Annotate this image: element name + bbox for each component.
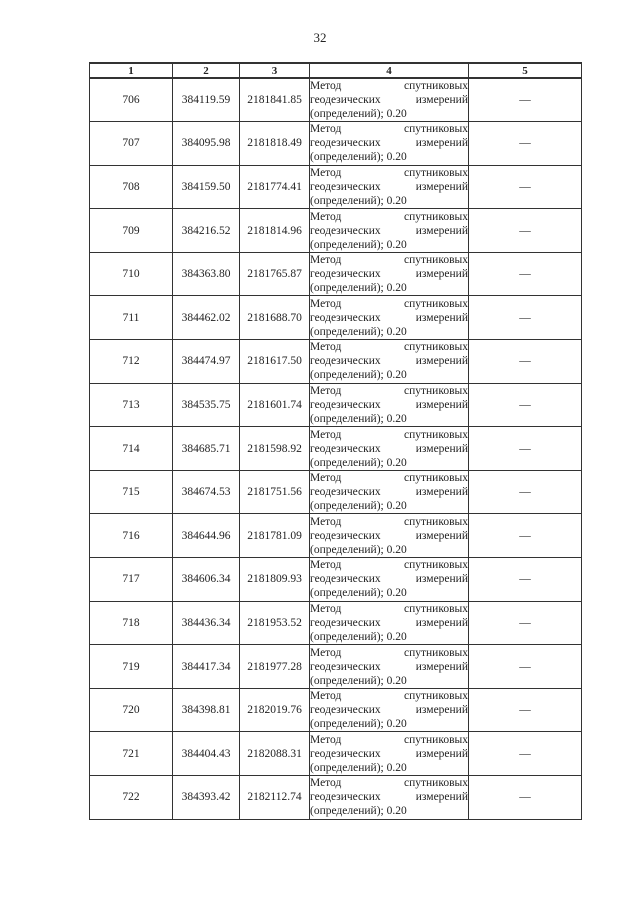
point-number-cell: 722 bbox=[90, 776, 173, 820]
column-header: 4 bbox=[310, 63, 469, 78]
x-coordinate-cell: 384474.97 bbox=[173, 340, 240, 384]
method-line: Метод спутниковых bbox=[310, 777, 468, 790]
method-cell bbox=[310, 558, 469, 602]
point-number-cell: 717 bbox=[90, 558, 173, 602]
method-line: (определений); 0.20 bbox=[310, 630, 407, 643]
x-coordinate-cell: 384535.75 bbox=[173, 383, 240, 427]
column-header: 2 bbox=[173, 63, 240, 78]
method-line: (определений); 0.20 bbox=[310, 761, 407, 774]
table-row bbox=[90, 122, 582, 166]
method-line: Метод спутниковых bbox=[310, 210, 468, 223]
method-line: Метод спутниковых bbox=[310, 123, 468, 136]
x-coordinate-cell: 384393.42 bbox=[173, 776, 240, 820]
description-cell: — bbox=[469, 470, 582, 514]
method-line: Метод спутниковых bbox=[310, 602, 468, 615]
method-line: (определений); 0.20 bbox=[310, 543, 407, 556]
method-cell bbox=[310, 165, 469, 209]
method-line: геодезических измерений bbox=[310, 486, 468, 499]
point-number-cell: 708 bbox=[90, 165, 173, 209]
method-line: Метод спутниковых bbox=[310, 472, 468, 485]
column-header: 1 bbox=[90, 63, 173, 78]
y-coordinate-cell: 2181774.41 bbox=[240, 165, 310, 209]
x-coordinate-cell: 384462.02 bbox=[173, 296, 240, 340]
table-row bbox=[90, 688, 582, 732]
x-coordinate-cell: 384095.98 bbox=[173, 122, 240, 166]
method-line: (определений); 0.20 bbox=[310, 674, 407, 687]
table-row bbox=[90, 427, 582, 471]
y-coordinate-cell: 2181977.28 bbox=[240, 645, 310, 689]
method-line: геодезических измерений bbox=[310, 704, 468, 717]
method-cell bbox=[310, 427, 469, 471]
column-header: 5 bbox=[469, 63, 582, 78]
point-number-cell: 712 bbox=[90, 340, 173, 384]
method-cell bbox=[310, 732, 469, 776]
table-body bbox=[90, 78, 582, 819]
method-cell bbox=[310, 296, 469, 340]
method-line: (определений); 0.20 bbox=[310, 369, 407, 382]
table-row bbox=[90, 252, 582, 296]
table-row bbox=[90, 732, 582, 776]
y-coordinate-cell: 2182088.31 bbox=[240, 732, 310, 776]
description-cell: — bbox=[469, 252, 582, 296]
method-cell bbox=[310, 78, 469, 122]
table-row bbox=[90, 209, 582, 253]
method-cell bbox=[310, 122, 469, 166]
method-line: геодезических измерений bbox=[310, 355, 468, 368]
point-number-cell: 721 bbox=[90, 732, 173, 776]
method-line: (определений); 0.20 bbox=[310, 456, 407, 469]
x-coordinate-cell: 384644.96 bbox=[173, 514, 240, 558]
method-line: Метод спутниковых bbox=[310, 646, 468, 659]
method-line: (определений); 0.20 bbox=[310, 108, 407, 121]
method-line: (определений); 0.20 bbox=[310, 194, 407, 207]
x-coordinate-cell: 384436.34 bbox=[173, 601, 240, 645]
x-coordinate-cell: 384404.43 bbox=[173, 732, 240, 776]
method-line: Метод спутниковых bbox=[310, 690, 468, 703]
x-coordinate-cell: 384159.50 bbox=[173, 165, 240, 209]
method-line: геодезических измерений bbox=[310, 442, 468, 455]
method-line: (определений); 0.20 bbox=[310, 500, 407, 513]
table-header-row bbox=[90, 63, 582, 78]
method-line: (определений); 0.20 bbox=[310, 718, 407, 731]
method-line: Метод спутниковых bbox=[310, 254, 468, 267]
point-number-cell: 718 bbox=[90, 601, 173, 645]
method-line: (определений); 0.20 bbox=[310, 412, 407, 425]
y-coordinate-cell: 2181809.93 bbox=[240, 558, 310, 602]
table-row bbox=[90, 165, 582, 209]
method-line: Метод спутниковых bbox=[310, 297, 468, 310]
x-coordinate-cell: 384119.59 bbox=[173, 78, 240, 122]
method-line: Метод спутниковых bbox=[310, 733, 468, 746]
column-header: 3 bbox=[240, 63, 310, 78]
point-number-cell: 707 bbox=[90, 122, 173, 166]
method-line: геодезических измерений bbox=[310, 94, 468, 107]
method-line: геодезических измерений bbox=[310, 268, 468, 281]
method-line: геодезических измерений bbox=[310, 616, 468, 629]
y-coordinate-cell: 2181781.09 bbox=[240, 514, 310, 558]
description-cell: — bbox=[469, 558, 582, 602]
point-number-cell: 706 bbox=[90, 78, 173, 122]
point-number-cell: 711 bbox=[90, 296, 173, 340]
description-cell: — bbox=[469, 601, 582, 645]
method-line: (определений); 0.20 bbox=[310, 325, 407, 338]
method-line: (определений); 0.20 bbox=[310, 282, 407, 295]
table-row bbox=[90, 470, 582, 514]
description-cell: — bbox=[469, 776, 582, 820]
method-line: (определений); 0.20 bbox=[310, 587, 407, 600]
description-cell: — bbox=[469, 122, 582, 166]
description-cell: — bbox=[469, 383, 582, 427]
method-line: геодезических измерений bbox=[310, 224, 468, 237]
y-coordinate-cell: 2182019.76 bbox=[240, 688, 310, 732]
method-cell bbox=[310, 470, 469, 514]
method-line: Метод спутниковых bbox=[310, 80, 468, 93]
y-coordinate-cell: 2181953.52 bbox=[240, 601, 310, 645]
y-coordinate-cell: 2181751.56 bbox=[240, 470, 310, 514]
y-coordinate-cell: 2181688.70 bbox=[240, 296, 310, 340]
method-line: геодезических измерений bbox=[310, 180, 468, 193]
table-row bbox=[90, 601, 582, 645]
table-row bbox=[90, 514, 582, 558]
description-cell: — bbox=[469, 427, 582, 471]
x-coordinate-cell: 384363.80 bbox=[173, 252, 240, 296]
method-line: геодезических измерений bbox=[310, 573, 468, 586]
point-number-cell: 715 bbox=[90, 470, 173, 514]
description-cell: — bbox=[469, 165, 582, 209]
method-line: геодезических измерений bbox=[310, 747, 468, 760]
method-cell bbox=[310, 383, 469, 427]
method-cell bbox=[310, 688, 469, 732]
method-cell bbox=[310, 514, 469, 558]
method-line: Метод спутниковых bbox=[310, 341, 468, 354]
description-cell: — bbox=[469, 209, 582, 253]
y-coordinate-cell: 2181601.74 bbox=[240, 383, 310, 427]
x-coordinate-cell: 384216.52 bbox=[173, 209, 240, 253]
description-cell: — bbox=[469, 340, 582, 384]
x-coordinate-cell: 384685.71 bbox=[173, 427, 240, 471]
method-line: геодезических измерений bbox=[310, 791, 468, 804]
table-row bbox=[90, 383, 582, 427]
method-cell bbox=[310, 252, 469, 296]
point-number-cell: 716 bbox=[90, 514, 173, 558]
table-row bbox=[90, 645, 582, 689]
coordinates-table bbox=[89, 62, 582, 820]
table-row bbox=[90, 78, 582, 122]
description-cell: — bbox=[469, 645, 582, 689]
method-line: Метод спутниковых bbox=[310, 559, 468, 572]
method-line: Метод спутниковых bbox=[310, 166, 468, 179]
point-number-cell: 719 bbox=[90, 645, 173, 689]
method-line: (определений); 0.20 bbox=[310, 805, 407, 818]
method-line: (определений); 0.20 bbox=[310, 238, 407, 251]
table-row bbox=[90, 558, 582, 602]
description-cell: — bbox=[469, 296, 582, 340]
point-number-cell: 720 bbox=[90, 688, 173, 732]
y-coordinate-cell: 2181841.85 bbox=[240, 78, 310, 122]
y-coordinate-cell: 2181818.49 bbox=[240, 122, 310, 166]
method-cell bbox=[310, 645, 469, 689]
page-number: 32 bbox=[313, 30, 327, 45]
y-coordinate-cell: 2181765.87 bbox=[240, 252, 310, 296]
description-cell: — bbox=[469, 688, 582, 732]
point-number-cell: 710 bbox=[90, 252, 173, 296]
point-number-cell: 709 bbox=[90, 209, 173, 253]
point-number-cell: 713 bbox=[90, 383, 173, 427]
y-coordinate-cell: 2181617.50 bbox=[240, 340, 310, 384]
description-cell: — bbox=[469, 78, 582, 122]
method-cell bbox=[310, 601, 469, 645]
y-coordinate-cell: 2182112.74 bbox=[240, 776, 310, 820]
description-cell: — bbox=[469, 514, 582, 558]
method-cell bbox=[310, 340, 469, 384]
table-row bbox=[90, 340, 582, 384]
method-cell bbox=[310, 209, 469, 253]
table-row bbox=[90, 296, 582, 340]
method-line: (определений); 0.20 bbox=[310, 151, 407, 164]
x-coordinate-cell: 384606.34 bbox=[173, 558, 240, 602]
method-line: Метод спутниковых bbox=[310, 515, 468, 528]
method-line: геодезических измерений bbox=[310, 660, 468, 673]
method-line: геодезических измерений bbox=[310, 529, 468, 542]
x-coordinate-cell: 384398.81 bbox=[173, 688, 240, 732]
method-line: Метод спутниковых bbox=[310, 428, 468, 441]
description-cell: — bbox=[469, 732, 582, 776]
method-line: геодезических измерений bbox=[310, 137, 468, 150]
point-number-cell: 714 bbox=[90, 427, 173, 471]
table-row bbox=[90, 776, 582, 820]
method-line: Метод спутниковых bbox=[310, 384, 468, 397]
y-coordinate-cell: 2181598.92 bbox=[240, 427, 310, 471]
method-line: геодезических измерений bbox=[310, 398, 468, 411]
x-coordinate-cell: 384674.53 bbox=[173, 470, 240, 514]
x-coordinate-cell: 384417.34 bbox=[173, 645, 240, 689]
method-cell bbox=[310, 776, 469, 820]
method-line: геодезических измерений bbox=[310, 311, 468, 324]
y-coordinate-cell: 2181814.96 bbox=[240, 209, 310, 253]
